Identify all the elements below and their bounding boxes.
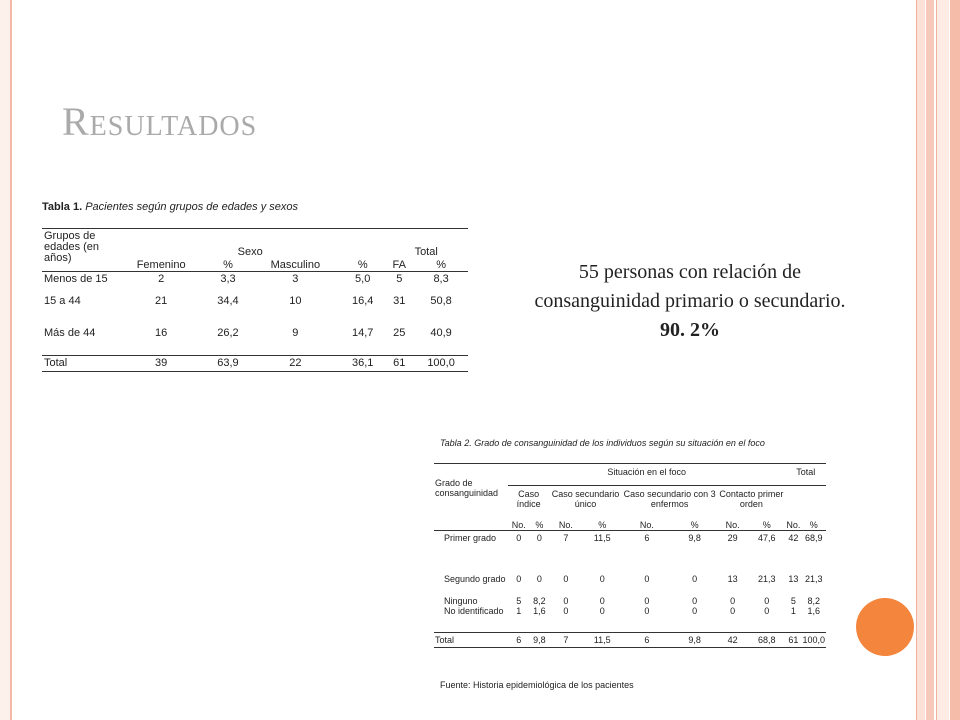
cell: 0 [764,606,770,616]
cell: 6 [644,532,650,543]
cell: 1 [516,606,522,616]
table2-sub-header: No. [725,519,740,530]
table2-group-header: Caso índice [516,489,541,509]
table2-sub-header: No. [786,519,801,530]
table-total-row [42,356,468,372]
cell: 34,4 [217,294,239,307]
row-label: Más de 44 [44,326,96,339]
cell: 0 [563,606,569,616]
cell: 68,8 [757,634,776,645]
cell: 1,6 [807,606,820,616]
cell: 7 [563,634,569,645]
table1-col-header: Masculino [270,259,321,271]
cell: 31 [393,294,406,307]
cell: 5,0 [355,273,371,285]
cell: 50,8 [430,294,452,307]
cell: 21,3 [757,574,776,584]
table2 [434,463,826,648]
table2-sub-header: % [809,519,818,530]
cell: 0 [516,532,522,543]
cell: 21 [155,294,168,307]
cell: 0 [644,596,650,606]
table1 [42,228,468,372]
table2-sub-header: No. [558,519,573,530]
cell: 16 [155,326,168,339]
cell: 29 [727,532,738,543]
cell: 13 [727,574,738,584]
cell: 0 [692,596,698,606]
row-label: No identificado [444,606,504,616]
table2-header-situacion: Situación en el foco [508,464,785,486]
cell: 0 [599,574,605,584]
table2-sub-header: % [762,519,771,530]
row-label: Total [44,357,68,369]
row-label: Menos de 15 [44,273,108,285]
table1-col-header: FA [392,259,406,271]
cell: 5 [516,596,522,606]
cell: 39 [155,357,168,369]
cell: 8,3 [433,273,449,285]
table2-caption [440,438,765,448]
cell: 11,5 [593,532,611,543]
cell: 0 [644,574,650,584]
table2-sub-header: % [598,519,607,530]
row-label: Primer grado [444,532,497,543]
summary-percentage: 90. 2% [660,319,720,341]
cell: 9,8 [688,634,701,645]
table-total-row [434,632,826,647]
row-label: 15 a 44 [44,294,81,307]
table1-header-sexo: Sexo [237,246,263,258]
table-row [434,596,826,606]
row-label: Total [435,634,455,645]
cell: 42 [727,634,738,645]
cell: 5 [396,273,403,285]
cell: 14,7 [351,326,374,339]
cell: 68,9 [804,532,823,543]
cell: 6 [644,634,650,645]
table-row [434,606,826,632]
cell: 7 [563,532,569,543]
table2-header-grado: Grado de consanguinidad [435,478,499,498]
cell: 0 [644,606,650,616]
table2-group-header: Caso secundario con 3 enfermos [623,489,716,509]
cell: 10 [289,294,302,307]
cell: 2 [158,273,165,285]
cell: 0 [516,574,522,584]
left-frame-border [0,0,12,720]
cell: 1 [790,606,796,616]
table1-caption-prefix: Tabla 1. [42,201,83,213]
table2-group-header-empty [785,486,826,520]
cell: 63,9 [217,357,239,369]
row-label: Ninguno [444,596,478,606]
table1-caption [42,201,298,213]
table1-caption-text: Pacientes según grupos de edades y sexos [85,201,299,213]
cell: 5 [790,596,796,606]
table2-source: Fuente: Historia epidemiológica de los pacientes [440,680,634,690]
table1-col-header: % [223,259,233,271]
table2-sub-header: % [535,519,544,530]
cell: 47,6 [757,532,776,543]
cell: 11,5 [593,634,611,645]
table1-header-group: Grupos de edades (en años) [44,230,100,264]
table2-sub-header: No. [639,519,654,530]
cell: 0 [730,596,736,606]
table-row [434,530,826,574]
cell: 21,3 [804,574,823,584]
accent-circle [856,598,914,656]
row-label: Segundo grado [444,574,506,584]
cell: 13 [788,574,799,584]
cell: 42 [788,532,799,543]
table1-col-header: Femenino [136,259,186,271]
cell: 8,2 [533,596,546,606]
cell: 0 [692,606,698,616]
cell: 25 [393,326,406,339]
cell: 22 [289,357,302,369]
right-frame-stripes [916,0,960,720]
cell: 40,9 [430,326,452,339]
cell: 3 [292,273,299,285]
cell: 0 [563,596,569,606]
cell: 1,6 [533,606,546,616]
table1-col-header: % [436,259,446,271]
table2-header-total: Total [785,464,826,486]
table2-sub-header: No. [511,519,526,530]
slide-title: Resultados [62,99,258,144]
cell: 61 [788,634,799,645]
cell: 3,3 [220,273,236,285]
summary-sentence: 55 personas con relación de consanguinidad primario o secundario. [534,261,846,312]
table2-group-header: Caso secundario único [551,489,620,509]
cell: 0 [536,532,542,543]
cell: 6 [516,634,522,645]
summary-text [520,258,860,345]
cell: 0 [764,596,770,606]
cell: 0 [536,574,542,584]
cell: 36,1 [351,357,374,369]
cell: 100,0 [802,634,825,645]
table1-header-total: Total [414,246,438,258]
cell: 9,8 [688,532,701,543]
cell: 0 [563,574,569,584]
cell: 0 [599,606,605,616]
cell: 9 [292,326,299,339]
table-row [42,296,468,328]
cell: 100,0 [427,357,455,369]
cell: 61 [393,357,406,369]
cell: 26,2 [217,326,239,339]
table2-caption-text: Tabla 2. Grado de consanguinidad de los individuos según su situación en el foco [440,438,765,448]
cell: 0 [599,596,605,606]
cell: 9,8 [533,634,546,645]
cell: 0 [692,574,698,584]
table-row [42,272,468,296]
table2-group-header: Contacto primer orden [719,489,784,509]
table-row [42,328,468,356]
table-row [434,574,826,596]
table2-sub-header: % [690,519,699,530]
cell: 16,4 [351,294,374,307]
cell: 8,2 [807,596,820,606]
table1-col-header: % [357,259,368,271]
cell: 0 [730,606,736,616]
